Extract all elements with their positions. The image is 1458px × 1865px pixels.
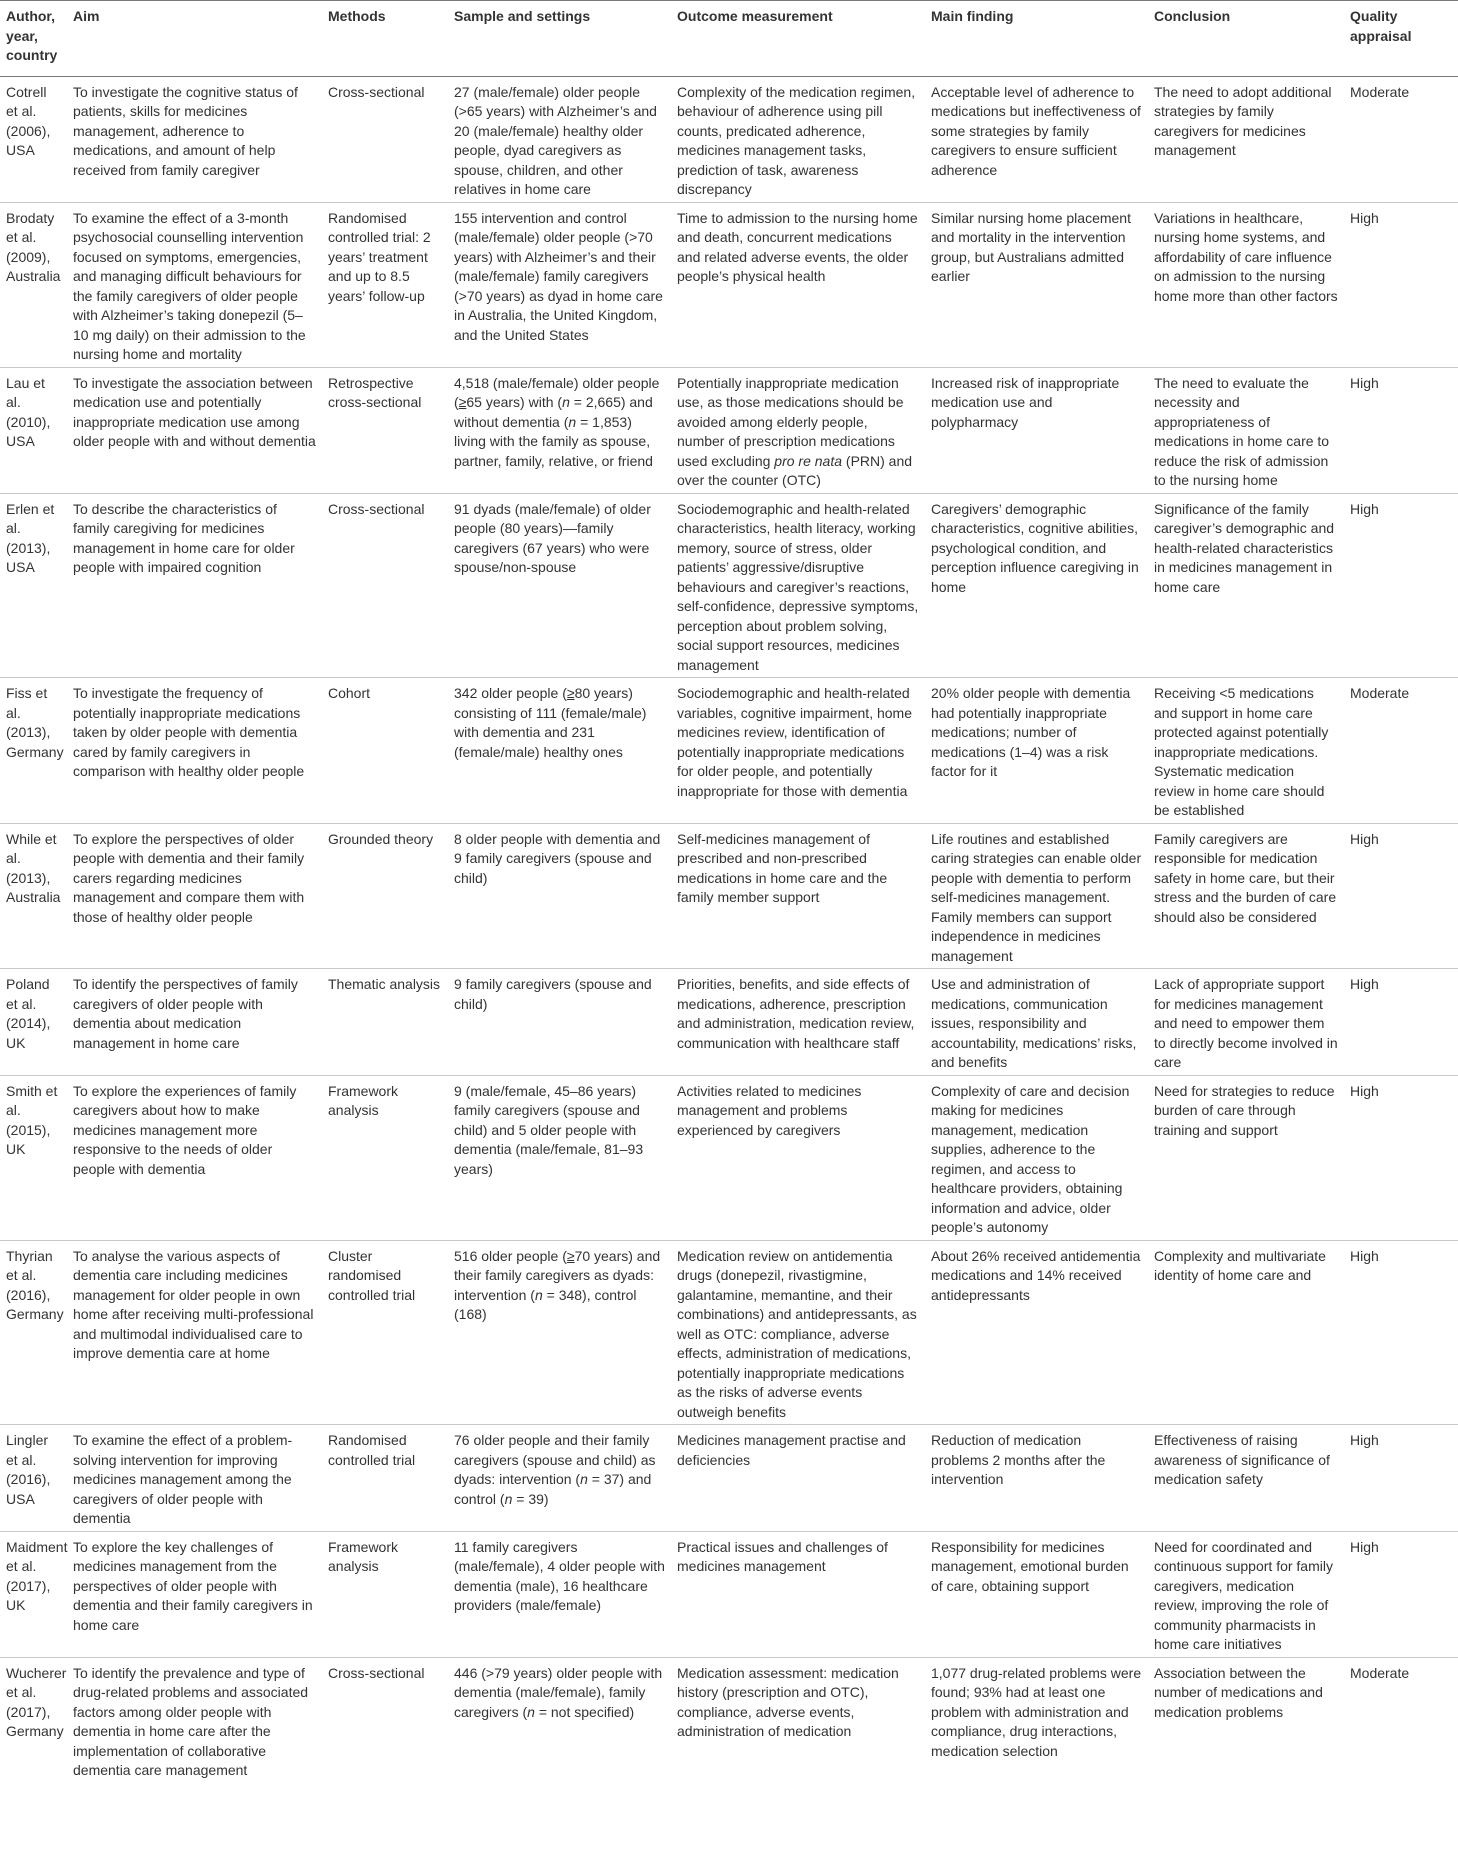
table-row bbox=[0, 969, 1458, 1076]
sample-n: n bbox=[562, 394, 570, 410]
cell-sample bbox=[448, 1657, 671, 1783]
cell-sample bbox=[448, 1425, 671, 1532]
cell-author: Maidment et al. (2017), UK bbox=[0, 1531, 67, 1657]
sample-text: 70 years) and their family caregivers as dyads: intervention ( bbox=[454, 1247, 661, 1303]
cell-quality: High bbox=[1344, 1531, 1458, 1657]
cell-quality: High bbox=[1344, 1240, 1458, 1425]
cell-aim: To identify the prevalence and type of drug-related problems and associated factors among older people with dementia in home care after the implementation of collaborative dementia care management bbox=[73, 1664, 309, 1778]
sample-text: 65 years) with ( bbox=[466, 394, 563, 410]
cell-finding: Caregivers’ demographic characteristics, cognitive abilities, psychological condition, and perception influence caregiving in home bbox=[925, 493, 1148, 678]
cell-author: While et al. (2013), Australia bbox=[0, 823, 67, 969]
cell-quality: High bbox=[1344, 493, 1458, 678]
cell-sample: 9 (male/female, 45–86 years) family caregivers (spouse and child) and 5 older people with dementia (male/female, 81–93 years) bbox=[448, 1075, 671, 1240]
cell-conclusion: Effectiveness of raising awareness of significance of medication safety bbox=[1148, 1425, 1344, 1532]
cell-author: Poland et al. (2014), UK bbox=[0, 969, 67, 1076]
cell-conclusion: Need for strategies to reduce burden of care through training and support bbox=[1148, 1075, 1344, 1240]
cell-methods: Grounded theory bbox=[322, 823, 448, 969]
sample-n: n bbox=[568, 413, 577, 430]
header-author: Author, year, country bbox=[0, 1, 67, 77]
cell-quality: High bbox=[1344, 202, 1458, 367]
cell-methods: Randomised controlled trial bbox=[322, 1425, 448, 1532]
cell-methods: Cross-sectional bbox=[322, 76, 448, 202]
cell-outcome: Self-medicines management of prescribed and non-prescribed medications in home care and the family member support bbox=[671, 823, 925, 969]
table-row bbox=[0, 1425, 1458, 1532]
cell-methods: Cluster randomised controlled trial bbox=[322, 1240, 448, 1425]
cell-finding: Life routines and established caring strategies can enable older people with dementia to perform self-medicines management. Family members can support independence in medicines management bbox=[925, 823, 1148, 969]
cell-conclusion: The need to evaluate the necessity and appropriateness of medications in home care to reduce the risk of admission to the nursing home bbox=[1148, 367, 1344, 493]
sample-n: n bbox=[527, 1703, 535, 1720]
cell-sample bbox=[448, 1240, 671, 1425]
sample-text: = 2,665) and without dementia ( bbox=[454, 394, 653, 430]
table-body bbox=[0, 76, 1458, 1783]
cell-sample: 8 older people with dementia and 9 family caregivers (spouse and child) bbox=[448, 823, 671, 969]
cell-author: Wucherer et al. (2017), Germany bbox=[6, 1664, 67, 1739]
cell-outcome: Medication review on antidementia drugs (donepezil, rivastigmine, galantamine, memantine, and their combinations) and antidepressants, as well as OTC: compliance, adverse effects, administration of medications, potentially inappropriate medications as the risks of adverse events outweigh benefits bbox=[671, 1240, 925, 1425]
cell-conclusion: Lack of appropriate support for medicines management and need to empower them to directly become involved in care bbox=[1148, 969, 1344, 1076]
cell-methods: Framework analysis bbox=[322, 1531, 448, 1657]
cell-conclusion: Need for coordinated and continuous support for family caregivers, medication review, improving the role of community pharmacists in home care initiatives bbox=[1148, 1531, 1344, 1657]
outcome-prn: pro re nata bbox=[774, 452, 843, 469]
sample-text: 80 years) consisting of 111 (female/male) with dementia and 231 (female/male) healthy ones bbox=[454, 685, 647, 760]
cell-outcome: Medication assessment: medication history (prescription and OTC), compliance, adverse events, administration of medication bbox=[677, 1664, 899, 1739]
cell-aim: To investigate the association between medication use and potentially inappropriate medication use among older people with and without dementia bbox=[67, 367, 322, 493]
cell-finding: Use and administration of medications, communication issues, responsibility and accountability, medications’ risks, and benefits bbox=[925, 969, 1148, 1076]
cell-aim: To describe the characteristics of family caregiving for medicines management in home care for older people with impaired cognition bbox=[67, 493, 322, 678]
cell-finding: Responsibility for medicines management, emotional burden of care, obtaining support bbox=[925, 1531, 1148, 1657]
table-row bbox=[0, 1531, 1458, 1657]
header-quality: Quality appraisal bbox=[1344, 1, 1458, 77]
header-aim: Aim bbox=[67, 1, 322, 77]
cell-outcome: Medicines management practise and deficiencies bbox=[671, 1425, 925, 1532]
table-row bbox=[0, 823, 1458, 969]
header-conclusion: Conclusion bbox=[1148, 1, 1344, 77]
table-row bbox=[0, 367, 1458, 493]
cell-quality: High bbox=[1344, 1075, 1458, 1240]
cell-outcome: Sociodemographic and health-related characteristics, health literacy, working memory, source of stress, older patients’ aggressive/disruptive behaviours and caregiver’s reactions, self-confidence, depressive symptoms, perception about problem solving, social support resources, medicines management bbox=[671, 493, 925, 678]
cell-outcome bbox=[671, 367, 925, 493]
cell-conclusion: Complexity and multivariate identity of home care and bbox=[1148, 1240, 1344, 1425]
sample-text: = 1,853) living with the family as spouse, partner, family, relative, or friend bbox=[454, 413, 653, 469]
header-sample: Sample and settings bbox=[448, 1, 671, 77]
cell-quality: High bbox=[1344, 367, 1458, 493]
cell-outcome: Time to admission to the nursing home and death, concurrent medications and related adverse events, the older people’s physical health bbox=[671, 202, 925, 367]
sample-n: n bbox=[580, 1471, 588, 1487]
cell-outcome: Activities related to medicines management and problems experienced by caregivers bbox=[671, 1075, 925, 1240]
sample-n: n bbox=[504, 1490, 513, 1507]
sample-n: n bbox=[534, 1286, 543, 1303]
cell-finding: Increased risk of inappropriate medication use and polypharmacy bbox=[925, 367, 1148, 493]
sample-text: 342 older people ( bbox=[454, 685, 567, 701]
sample-text: ≥ bbox=[566, 685, 575, 701]
cell-finding: Similar nursing home placement and mortality in the intervention group, but Australians admitted earlier bbox=[925, 202, 1148, 367]
cell-author: Cotrell et al. (2006), USA bbox=[0, 76, 67, 202]
cell-sample bbox=[448, 367, 671, 493]
sample-text: = 39) bbox=[512, 1490, 549, 1507]
cell-aim: To explore the perspectives of older people with dementia and their family carers regarding medicines management and compare them with those of healthy older people bbox=[67, 823, 322, 969]
cell-methods: Framework analysis bbox=[322, 1075, 448, 1240]
cell-aim: To analyse the various aspects of dementia care including medicines management for older people in own home after receiving multi-professional and multimodal individualised care to improve dementia care at home bbox=[67, 1240, 322, 1425]
cell-sample: 27 (male/female) older people (>65 years) with Alzheimer’s and 20 (male/female) healthy older people, dyad caregivers as spouse, children, and other relatives in home care bbox=[448, 76, 671, 202]
cell-finding: 20% older people with dementia had potentially inappropriate medications; number of medications (1–4) was a risk factor for it bbox=[925, 678, 1148, 824]
header-methods: Methods bbox=[322, 1, 448, 77]
cell-methods: Randomised controlled trial: 2 years’ treatment and up to 8.5 years’ follow-up bbox=[322, 202, 448, 367]
cell-sample: 11 family caregivers (male/female), 4 older people with dementia (male), 16 healthcare providers (male/female) bbox=[448, 1531, 671, 1657]
cell-finding: About 26% received antidementia medications and 14% received antidepressants bbox=[925, 1240, 1148, 1425]
cell-conclusion: Receiving <5 medications and support in home care protected against potentially inappropriate medications. Systematic medication review in home care should be established bbox=[1148, 678, 1344, 824]
table-header bbox=[0, 1, 1458, 77]
cell-sample bbox=[448, 678, 671, 824]
sample-text: ≥ bbox=[458, 394, 467, 410]
cell-outcome: Practical issues and challenges of medicines management bbox=[671, 1531, 925, 1657]
sample-text: 4,518 (male/female) older people ( bbox=[454, 374, 660, 410]
sample-text: 76 older people and their family caregivers (spouse and child) as dyads: intervention ( bbox=[454, 1432, 656, 1487]
cell-conclusion: Significance of the family caregiver’s demographic and health-related characteristics in medicines management in home care bbox=[1148, 493, 1344, 678]
cell-aim: To explore the experiences of family caregivers about how to make medicines management more responsive to the needs of older people with dementia bbox=[67, 1075, 322, 1240]
cell-outcome: Priorities, benefits, and side effects of medications, adherence, prescription and administration, medication review, communication with healthcare staff bbox=[671, 969, 925, 1076]
cell-sample: 155 intervention and control (male/female) older people (>70 years) with Alzheimer’s and their (male/female) family caregivers (>70 years) as dyad in home care in Australia, the United Kingdom, and the United States bbox=[448, 202, 671, 367]
cell-aim: To investigate the cognitive status of patients, skills for medicines management, adherence to medications, and amount of help received from family caregiver bbox=[67, 76, 322, 202]
sample-text: = not specified) bbox=[534, 1703, 635, 1720]
cell-author: Thyrian et al. (2016), Germany bbox=[0, 1240, 67, 1425]
cell-author: Fiss et al. (2013), Germany bbox=[0, 678, 67, 824]
cell-quality: High bbox=[1344, 823, 1458, 969]
table-row bbox=[0, 493, 1458, 678]
cell-author: Lau et al. (2010), USA bbox=[0, 367, 67, 493]
sample-text: = 348), control (168) bbox=[454, 1286, 637, 1322]
header-finding: Main finding bbox=[925, 1, 1148, 77]
cell-conclusion: Family caregivers are responsible for medication safety in home care, but their stress and the burden of care should also be considered bbox=[1148, 823, 1344, 969]
table-row bbox=[0, 678, 1458, 824]
cell-finding: 1,077 drug-related problems were found; 93% had at least one problem with administration and compliance, drug interactions, medication selection bbox=[931, 1664, 1142, 1759]
cell-conclusion: Variations in healthcare, nursing home systems, and affordability of care influence on admission to the nursing home more than other factors bbox=[1148, 202, 1344, 367]
cell-quality: Moderate bbox=[1344, 76, 1458, 202]
cell-methods: Cohort bbox=[322, 678, 448, 824]
cell-quality: Moderate bbox=[1344, 678, 1458, 824]
outcome-text: (PRN) and over the counter (OTC) bbox=[677, 452, 913, 488]
cell-aim: To investigate the frequency of potentially inappropriate medications taken by older people with dementia cared by family caregivers in comparison with healthy older people bbox=[67, 678, 322, 824]
cell-sample: 91 dyads (male/female) of older people (80 years)—family caregivers (67 years) who were spouse/non-spouse bbox=[448, 493, 671, 678]
header-outcome: Outcome measurement bbox=[671, 1, 925, 77]
cell-author: Erlen et al. (2013), USA bbox=[0, 493, 67, 678]
table-row bbox=[0, 202, 1458, 367]
cell-conclusion: The need to adopt additional strategies by family caregivers for medicines management bbox=[1148, 76, 1344, 202]
cell-finding: Reduction of medication problems 2 months after the intervention bbox=[925, 1425, 1148, 1532]
cell-quality: Moderate bbox=[1350, 1664, 1410, 1681]
cell-sample: 9 family caregivers (spouse and child) bbox=[448, 969, 671, 1076]
cell-aim: To explore the key challenges of medicines management from the perspectives of older people with dementia and their family caregivers in home care bbox=[67, 1531, 322, 1657]
cell-quality: High bbox=[1344, 969, 1458, 1076]
cell-aim: To examine the effect of a 3-month psychosocial counselling intervention focused on symptoms, emergencies, and managing difficult behaviours for the family caregivers of older people with Alzheimer’s taking donepezil (5–10 mg daily) on their admission to the nursing home and mortality bbox=[67, 202, 322, 367]
sample-text: 516 older people ( bbox=[454, 1247, 567, 1264]
cell-finding: Complexity of care and decision making for medicines management, medication supplies, adherence to the regimen, and access to healthcare providers, obtaining information and advice, older people’s autonomy bbox=[925, 1075, 1148, 1240]
table-row bbox=[0, 1075, 1458, 1240]
table-row bbox=[0, 1657, 1458, 1783]
cell-aim: To examine the effect of a problem-solving intervention for improving medicines management among the caregivers of older people with dementia bbox=[67, 1425, 322, 1532]
table-row bbox=[0, 1240, 1458, 1425]
cell-author: Brodaty et al. (2009), Australia bbox=[0, 202, 67, 367]
cell-methods: Cross-sectional bbox=[328, 1664, 425, 1681]
cell-outcome: Sociodemographic and health-related variables, cognitive impairment, home medicines review, identification of potentially inappropriate medications for older people, and potentially inappropriate for those with dementia bbox=[671, 678, 925, 824]
sample-text: ≥ bbox=[566, 1247, 575, 1264]
sample-text: 446 (>79 years) older people with dementia (male/female), family caregivers ( bbox=[454, 1664, 663, 1720]
header-row bbox=[0, 1, 1458, 77]
table-row bbox=[0, 76, 1458, 202]
cell-methods: Thematic analysis bbox=[322, 969, 448, 1076]
cell-author: Smith et al. (2015), UK bbox=[0, 1075, 67, 1240]
outcome-text: Potentially inappropriate medication use, as those medications should be avoided among elderly people, number of prescription medications used excluding bbox=[677, 374, 904, 469]
cell-conclusion: Association between the number of medications and medication problems bbox=[1154, 1664, 1323, 1720]
cell-quality: High bbox=[1344, 1425, 1458, 1532]
cell-methods: Cross-sectional bbox=[322, 493, 448, 678]
cell-aim: To identify the perspectives of family caregivers of older people with dementia about medication management in home care bbox=[67, 969, 322, 1076]
sample-text: = 37) and control ( bbox=[454, 1471, 652, 1507]
cell-outcome: Complexity of the medication regimen, behaviour of adherence using pill counts, predicated adherence, medicines management tasks, prediction of task, awareness discrepancy bbox=[671, 76, 925, 202]
cell-finding: Acceptable level of adherence to medications but ineffectiveness of some strategies by family caregivers to ensure sufficient adherence bbox=[925, 76, 1148, 202]
cell-methods: Retrospective cross-sectional bbox=[322, 367, 448, 493]
cell-author: Lingler et al. (2016), USA bbox=[0, 1425, 67, 1532]
